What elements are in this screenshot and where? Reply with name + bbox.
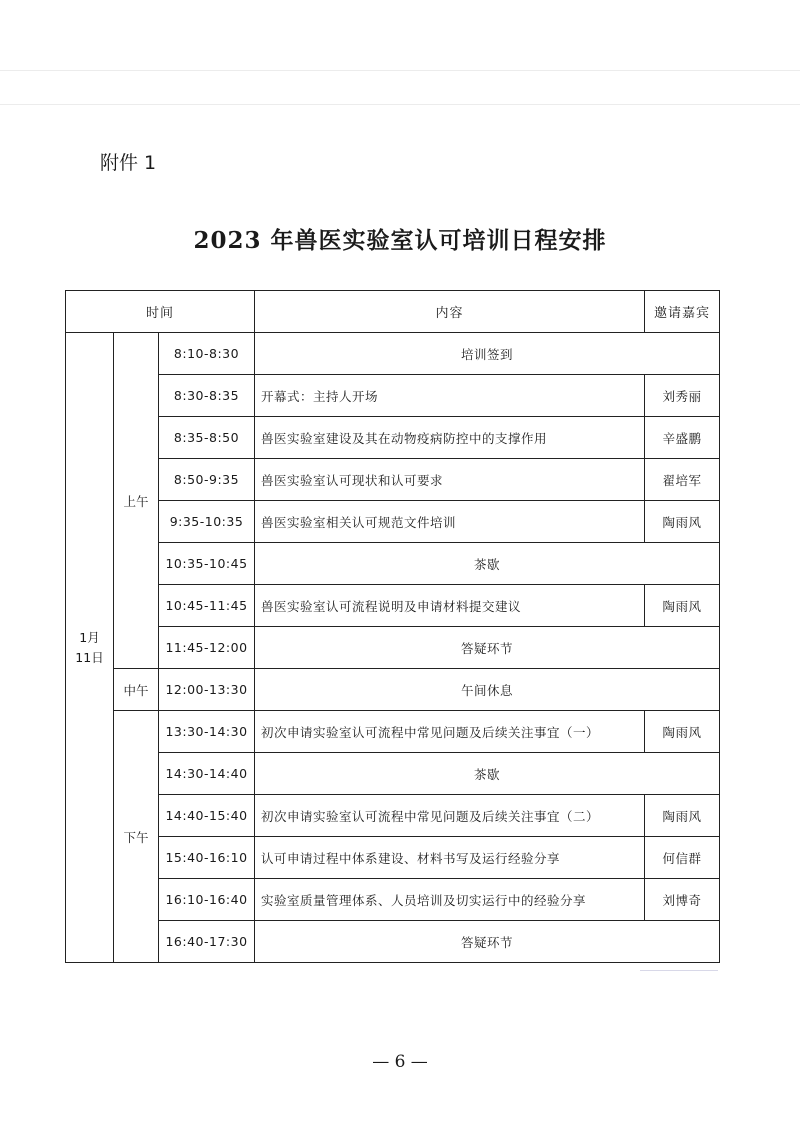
- time-cell: 9:35-10:35: [159, 501, 255, 543]
- date-cell: 1月 11日: [66, 333, 114, 963]
- table-row: [66, 753, 720, 795]
- period-cell-morning: 上午: [114, 333, 159, 669]
- page-title: 2023 年兽医实验室认可培训日程安排: [193, 227, 607, 254]
- table-row: [66, 585, 720, 627]
- table-header-row: [66, 291, 720, 333]
- period-cell-afternoon: 下午: [114, 711, 159, 963]
- table-row: [66, 459, 720, 501]
- content-cell: 兽医实验室相关认可规范文件培训: [255, 501, 645, 543]
- schedule-body: [66, 333, 720, 963]
- content-cell: 实验室质量管理体系、人员培训及切实运行中的经验分享: [255, 879, 645, 921]
- content-cell: 培训签到: [255, 333, 720, 375]
- guest-cell: 刘秀丽: [645, 375, 720, 417]
- time-cell: 13:30-14:30: [159, 711, 255, 753]
- table-row: [66, 543, 720, 585]
- content-cell: 茶歇: [255, 543, 720, 585]
- page-number: — 6 —: [372, 1052, 428, 1072]
- time-cell: 10:35-10:45: [159, 543, 255, 585]
- table-row: [66, 837, 720, 879]
- table-row: [66, 795, 720, 837]
- header-content: 内容: [255, 291, 645, 333]
- content-cell: 茶歇: [255, 753, 720, 795]
- time-cell: 8:10-8:30: [159, 333, 255, 375]
- time-cell: 10:45-11:45: [159, 585, 255, 627]
- table-row: [66, 333, 720, 375]
- attachment-label: 附件 1: [100, 152, 157, 174]
- table-row: [66, 417, 720, 459]
- time-cell: 16:10-16:40: [159, 879, 255, 921]
- time-cell: 8:35-8:50: [159, 417, 255, 459]
- guest-cell: 何信群: [645, 837, 720, 879]
- header-guest: 邀请嘉宾: [645, 291, 720, 333]
- content-cell: 答疑环节: [255, 921, 720, 963]
- table-row: [66, 375, 720, 417]
- time-cell: 11:45-12:00: [159, 627, 255, 669]
- guest-cell: 陶雨风: [645, 795, 720, 837]
- content-cell: 午间休息: [255, 669, 720, 711]
- content-cell: 兽医实验室建设及其在动物疫病防控中的支撑作用: [255, 417, 645, 459]
- time-cell: 14:30-14:40: [159, 753, 255, 795]
- content-cell: 初次申请实验室认可流程中常见问题及后续关注事宜（二）: [255, 795, 645, 837]
- guest-cell: 陶雨风: [645, 501, 720, 543]
- content-cell: 答疑环节: [255, 627, 720, 669]
- time-cell: 15:40-16:10: [159, 837, 255, 879]
- scan-mark: [640, 970, 718, 971]
- table-row: [66, 879, 720, 921]
- guest-cell: 辛盛鹏: [645, 417, 720, 459]
- time-cell: 8:50-9:35: [159, 459, 255, 501]
- guest-cell: 翟培军: [645, 459, 720, 501]
- table-row: [66, 669, 720, 711]
- content-cell: 认可申请过程中体系建设、材料书写及运行经验分享: [255, 837, 645, 879]
- schedule-table: [65, 290, 720, 963]
- time-cell: 12:00-13:30: [159, 669, 255, 711]
- table-row: [66, 627, 720, 669]
- guest-cell: 刘博奇: [645, 879, 720, 921]
- table-row: [66, 501, 720, 543]
- guest-cell: 陶雨风: [645, 585, 720, 627]
- content-cell: 初次申请实验室认可流程中常见问题及后续关注事宜（一）: [255, 711, 645, 753]
- time-cell: 8:30-8:35: [159, 375, 255, 417]
- time-cell: 16:40-17:30: [159, 921, 255, 963]
- period-cell-noon: 中午: [114, 669, 159, 711]
- guest-cell: 陶雨风: [645, 711, 720, 753]
- time-cell: 14:40-15:40: [159, 795, 255, 837]
- table-row: [66, 711, 720, 753]
- header-time: 时间: [66, 291, 255, 333]
- content-cell: 兽医实验室认可流程说明及申请材料提交建议: [255, 585, 645, 627]
- content-cell: 兽医实验室认可现状和认可要求: [255, 459, 645, 501]
- table-row: [66, 921, 720, 963]
- content-cell: 开幕式：主持人开场: [255, 375, 645, 417]
